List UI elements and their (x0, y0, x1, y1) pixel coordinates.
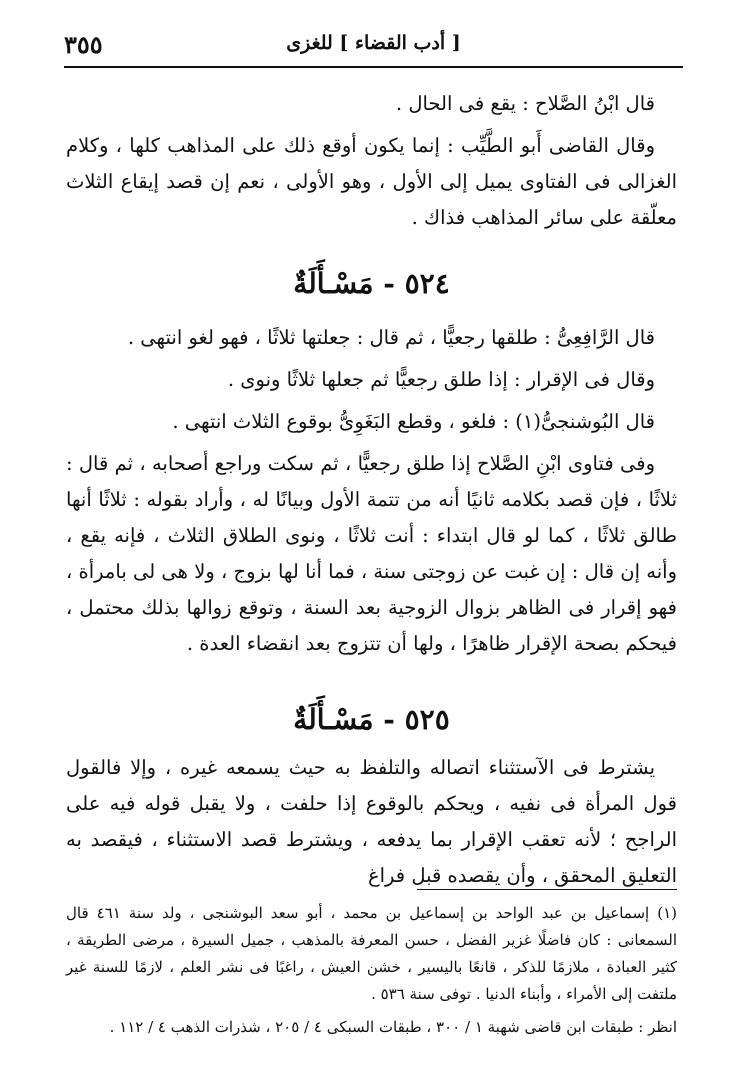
page-number: ٣٥٥ (64, 30, 103, 59)
footnotes (66, 900, 677, 1041)
page-header (64, 24, 683, 64)
paragraph: وقال فى الإقرار : إذا طلق رجعيًّا ثم جعلها ثلاثًا ونوى . (227, 368, 655, 391)
issue-heading-525: ٥٢٥ - مَسْـأَلَةٌ (293, 703, 450, 736)
section-3-text (66, 750, 677, 894)
paragraph: قال ابْنُ الصَّلاح : يقع فى الحال . (395, 92, 655, 115)
issue-heading-524: ٥٢٤ - مَسْـأَلَةٌ (293, 267, 450, 300)
paragraph: قال الرَّافِعِىُّ : طلقها رجعيًّا ، ثم قال : جعلتها ثلاثًا ، فهو لغو انتهى . (127, 326, 655, 349)
footnote-1: (١) إسماعيل بن عبد الواحد بن إسماعيل بن محمد ، أبو سعد البوشنجى ، ولد سنة ٤٦١ قال السمعانى : كان فاضلًا غزير الفضل ، حسن المعرفة بالمذهب ، جميل السيرة ، مرضى الطريقة ، كثير العبادة ، ملازمًا للذكر ، قانعًا باليسير ، خشن العيش ، راغبًا فى نشر العلم ، لازمًا للسنة غير ملتفت إلى الأمراء ، وأبناء الدنيا . توفى سنة ٥٣٦ . (66, 904, 677, 1003)
paragraph: قال البُوشنجىُّ(١) : فلغو ، وقطع البَغَوِىُّ بوقوع الثلاث انتهى . (172, 410, 655, 433)
section-1-text (66, 86, 677, 236)
footnote-sources: انظر : طبقات ابن قاضى شهبة ١ / ٣٠٠ ، طبقات السبكى ٤ / ٢٠٥ ، شذرات الذهب ٤ / ١١٢ . (109, 1018, 677, 1036)
paragraph: وقال القاضى أَبو الطَّيِّب : إنما يكون أوقع ذلك على المذاهب كلها ، وكلام الغزالى فى الفتاوى يميل إلى الأول ، وهو الأولى ، نعم إن قصد إيقاع الثلاث معلّقة على سائر المذاهب فذاك . (66, 134, 677, 229)
running-title: [ أدب القضاء ] للغزى (286, 32, 461, 54)
footnote-rule (417, 889, 677, 890)
header-rule (64, 66, 683, 68)
paragraph: وفى فتاوى ابْنِ الصَّلاح إذا طلق رجعيًّا ، ثم سكت وراجع أصحابه ، ثم قال : ثلاثًا ، فإن قصد بكلامه ثانيًا أنه من تتمة الأول وبيانًا له ، وأراد بقوله : ثلاثًا أنها طالق ثلاثًا ، كما لو قال ابتداء : أنت ثلاثًا ، ونوى الطلاق الثلاث ، فإنه يقع ، وأنه إن قال : إن غبت عن زوجتى سنة ، فما أنا لها بزوج ، ولا هى لى بامرأة ، فهو إقرار فى الظاهر بزوال الزوجية بعد السنة ، وتوقع زوالها بذلك محتمل ، فيحكم بصحة الإقرار ظاهرًا ، ولها أن تتزوج بعد انقضاء العدة . (66, 452, 677, 655)
paragraph: يشترط فى الآستثناء اتصاله والتلفظ به حيث يسمعه غيره ، وإلا فالقول قول المرأة فى نفيه ، ويحكم بالوقوع إذا حلفت ، ولا يقبل قوله فيه على الراجح ؛ لأنه تعقب الإقرار بما يدفعه ، ويشترط قصد الاستثناء ، فيقصد به التعليق المحقق ، وأن يقصده قبل فراغ (66, 756, 677, 887)
section-2-text (66, 320, 677, 662)
